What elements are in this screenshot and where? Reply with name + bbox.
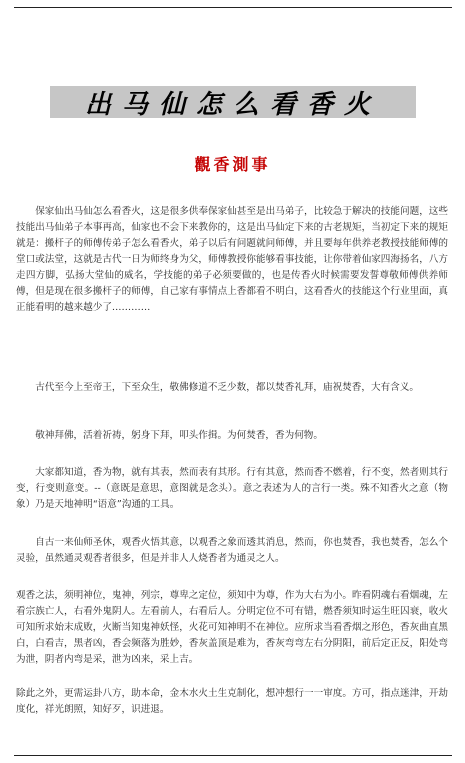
body-paragraph-closing: 除此之外，更需运卦八方，助本命，金木水火土生克制化，想冲想行一一审度。方可，指点迷津，开劫度化，祥光朗照，知好歹，识进退。 (16, 688, 448, 715)
body-paragraph-meaning: 大家都知道，香为物，就有其表，然而表有其形。行有其意，然而香不燃着，行不变，然者则其行变，行变则意变。--（意既是意思，意图就是念头）。意之表述为人的言行一类。殊不知香火之意（物象）乃是天地神明“语意”沟通的工具。 (16, 467, 448, 510)
body-paragraph-intro: 保家仙出马仙怎么看香火，这是很多供奉保家仙甚至是出马弟子，比较急于解决的技能问题，这些技能出马仙弟子本事再高，仙家也不会下来教你的，这是出马仙定下来的古老规矩，当初定下来的规矩就是：搬杆子的师傅传弟子怎么看香火，弟子以后有问题就问师傅，并且要每年供养老教授技能师傅的堂口或法堂，这就是古代一日为师终身为父，师傅教授你能够看事技能，让你带着仙家四海扬名，八方走四方脚，弘扬大堂仙的威名，学技能的弟子必须要做的，也是传香火时候需要发誓尊敬师傅供养师傅，但是现在很多搬杆子的师傅，自己家有事情点上香都看不明白，这看香火的技能这个行业里面，真正能看明的越来越少了………… (16, 206, 448, 313)
page-title: 出马仙怎么看香火 (84, 89, 381, 120)
body-paragraph-masters: 自古一来仙师圣休，观香火悟其意，以观香之象而透其消息，然而，你也焚香，我也焚香，怎么个灵验，虽然通灵观香者很多，但是并非人人烧香者为通灵之人。 (16, 537, 448, 564)
page-subtitle: 觀香測事 (194, 155, 271, 174)
body-paragraph-method: 观香之法，须明神位，鬼神，列宗，尊卑之定位，须知中为尊，作为大右为小。昨看阴魂右看烟魂，左看宗族亡人，右看外鬼阴人。左看前人，右看后人。分明定位不可有错，燃香须知时运生旺囚衰，收火可知所求始末成败，火断当知鬼神妖怪，火花可知神明不在神位。应所求当看香烟之形色，香灰曲直黑白，白看吉，黑者凶，香会频落为胜妙，香灰盖顶是难为，香灰弯弯左右分阴阳，前后定正反，阳处弯为泄，阴者内弯是采，泄为凶来，采上吉。 (16, 590, 448, 665)
top-rule (14, 7, 452, 8)
title-banner (50, 86, 416, 118)
body-paragraph-ancient: 古代至今上至帝王，下至众生，敬佛修道不乏少数，都以焚香礼拜，庙祝焚香，大有含义。 (35, 382, 419, 393)
bottom-rule (14, 755, 452, 756)
body-paragraph-worship: 敬神拜佛，活着祈祷，躬身下拜，叩头作揖。为何焚香，香为何物。 (35, 430, 323, 441)
